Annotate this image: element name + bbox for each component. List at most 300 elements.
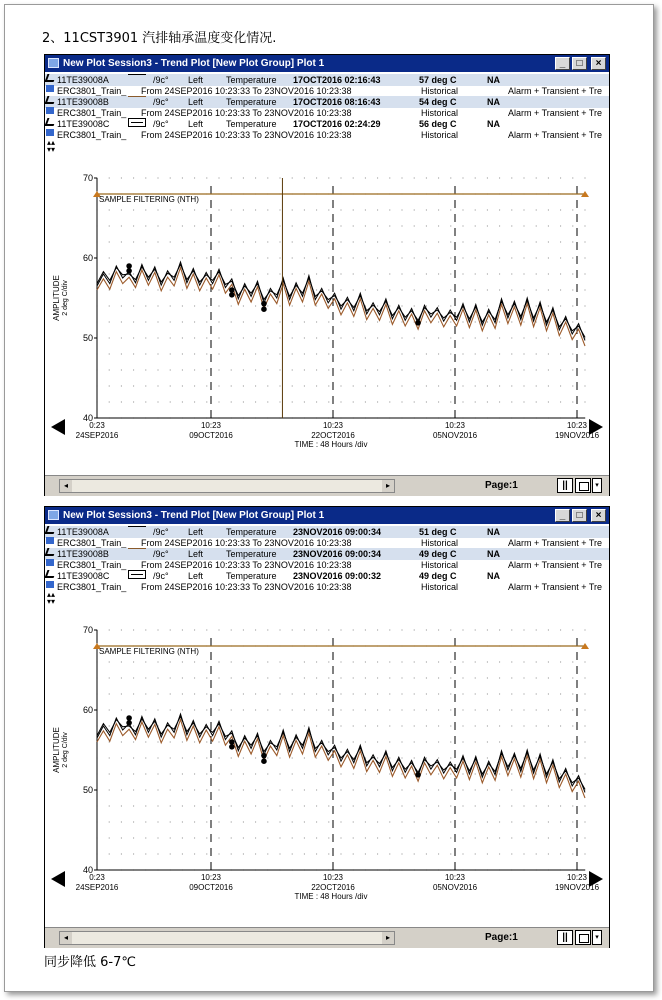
grid-dot — [206, 289, 207, 290]
grid-dot — [182, 401, 183, 402]
grid-dot — [523, 225, 524, 226]
grid-dot — [206, 353, 207, 354]
close-button[interactable]: × — [591, 57, 606, 70]
grid-dot — [584, 385, 585, 386]
y-axis-scale-label: 2 deg C/div — [62, 280, 69, 316]
grid-dot — [536, 209, 537, 210]
grid-dot — [304, 305, 305, 306]
grid-dot — [560, 369, 561, 370]
series-line-11TE39008C — [97, 264, 585, 337]
grid-dot — [365, 273, 366, 274]
grid-dot — [304, 337, 305, 338]
grid-dot — [365, 837, 366, 838]
grid-dot — [572, 369, 573, 370]
grid-dot — [584, 305, 585, 306]
grid-dot — [145, 369, 146, 370]
grid-dot — [194, 385, 195, 386]
grid-dot — [389, 853, 390, 854]
grid-dot — [438, 305, 439, 306]
grid-dot — [157, 789, 158, 790]
pen-value: 54 deg C — [419, 97, 457, 107]
legend-scroll-arrows[interactable]: ▴▴ ▾▾ — [47, 590, 56, 606]
grid-dot — [377, 789, 378, 790]
grid-dot — [438, 757, 439, 758]
pen-quality: NA — [487, 571, 500, 581]
grid-dot — [340, 385, 341, 386]
grid-dot — [487, 353, 488, 354]
trend-pen-icon — [45, 74, 57, 82]
grid-dot — [255, 821, 256, 822]
grid-dot — [365, 677, 366, 678]
grid-dot — [426, 629, 427, 630]
grid-dot — [316, 741, 317, 742]
grid-dot — [133, 773, 134, 774]
scrollbar-left-button[interactable]: ◂ — [60, 480, 72, 492]
grid-dot — [401, 225, 402, 226]
grid-dot — [450, 305, 451, 306]
grid-dot — [292, 709, 293, 710]
grid-dot — [389, 401, 390, 402]
grid-dot — [438, 225, 439, 226]
scroll-left-arrow[interactable] — [51, 419, 65, 435]
source-type: Historical — [421, 108, 459, 118]
grid-dot — [475, 677, 476, 678]
grid-dot — [475, 725, 476, 726]
grid-dot — [377, 385, 378, 386]
grid-dot — [328, 709, 329, 710]
grid-dot — [572, 757, 573, 758]
grid-dot — [206, 757, 207, 758]
grid-dot — [218, 241, 219, 242]
grid-dot — [414, 693, 415, 694]
sample-filtering-label: SAMPLE FILTERING (NTH) — [99, 647, 199, 656]
grid-dot — [450, 385, 451, 386]
grid-dot — [414, 353, 415, 354]
grid-dot — [231, 241, 232, 242]
grid-dot — [182, 709, 183, 710]
grid-dot — [572, 241, 573, 242]
grid-dot — [560, 241, 561, 242]
grid-dot — [121, 693, 122, 694]
maximize-button[interactable]: □ — [572, 57, 587, 70]
grid-dot — [401, 257, 402, 258]
grid-dot — [389, 661, 390, 662]
grid-dot — [414, 757, 415, 758]
grid-dot — [584, 273, 585, 274]
pen-axis-side: Left — [188, 75, 204, 85]
x-tick-time: 10:23 — [322, 873, 344, 882]
grid-dot — [511, 773, 512, 774]
grid-dot — [243, 353, 244, 354]
grid-dot — [133, 257, 134, 258]
grid-dot — [536, 629, 537, 630]
grid-dot — [511, 225, 512, 226]
grid-dot — [157, 177, 158, 178]
grid-dot — [536, 369, 537, 370]
grid-dot — [121, 369, 122, 370]
grid-dot — [218, 337, 219, 338]
source-type: Historical — [421, 86, 459, 96]
grid-dot — [499, 353, 500, 354]
source-range: From 24SEP2016 10:23:33 To 23NOV2016 10:23:38 — [141, 130, 352, 140]
scroll-left-arrow[interactable] — [51, 871, 65, 887]
grid-dot — [340, 321, 341, 322]
grid-dot — [365, 289, 366, 290]
grid-dot — [170, 177, 171, 178]
grid-dot — [548, 241, 549, 242]
grid-dot — [426, 853, 427, 854]
source-tag: ERC3801_Train_ — [57, 582, 127, 592]
grid-dot — [536, 677, 537, 678]
grid-dot — [523, 629, 524, 630]
pause-button[interactable]: || — [557, 930, 573, 945]
grid-dot — [243, 177, 244, 178]
grid-dot — [560, 289, 561, 290]
legend-scroll-arrows[interactable]: ▴▴ ▾▾ — [47, 138, 56, 154]
grid-dot — [401, 661, 402, 662]
grid-dot — [499, 805, 500, 806]
grid-dot — [389, 321, 390, 322]
grid-dot — [377, 677, 378, 678]
grid-dot — [523, 821, 524, 822]
grid-dot — [365, 401, 366, 402]
trend-pen-icon — [45, 548, 57, 556]
trend-legend — [45, 525, 609, 592]
grid-dot — [353, 789, 354, 790]
grid-dot — [292, 805, 293, 806]
grid-dot — [487, 225, 488, 226]
grid-dot — [170, 401, 171, 402]
grid-dot — [438, 209, 439, 210]
grid-dot — [475, 337, 476, 338]
pause-button[interactable]: || — [557, 478, 573, 493]
grid-dot — [438, 353, 439, 354]
grid-dot — [279, 805, 280, 806]
grid-dot — [536, 709, 537, 710]
scrollbar-right-button[interactable]: ▸ — [382, 932, 394, 944]
grid-dot — [584, 321, 585, 322]
grid-dot — [340, 725, 341, 726]
grid-dot — [389, 805, 390, 806]
grid-dot — [377, 241, 378, 242]
layout-dropdown[interactable]: ▾ — [592, 478, 602, 493]
grid-dot — [353, 725, 354, 726]
grid-dot — [414, 677, 415, 678]
x-tick-date: 22OCT2016 — [311, 431, 355, 440]
grid-dot — [194, 757, 195, 758]
grid-dot — [182, 805, 183, 806]
event-marker — [415, 772, 421, 778]
grid-dot — [170, 661, 171, 662]
grid-dot — [511, 289, 512, 290]
grid-dot — [218, 709, 219, 710]
grid-dot — [389, 837, 390, 838]
grid-dot — [121, 401, 122, 402]
grid-dot — [328, 369, 329, 370]
grid-dot — [157, 805, 158, 806]
grid-dot — [572, 661, 573, 662]
grid-dot — [462, 209, 463, 210]
grid-dot — [121, 353, 122, 354]
grid-dot — [255, 773, 256, 774]
layout-button[interactable] — [575, 930, 591, 945]
grid-dot — [328, 693, 329, 694]
grid-dot — [145, 773, 146, 774]
grid-dot — [194, 177, 195, 178]
grid-dot — [450, 321, 451, 322]
grid-dot — [243, 385, 244, 386]
grid-dot — [401, 241, 402, 242]
grid-dot — [584, 709, 585, 710]
source-range: From 24SEP2016 10:23:33 To 23NOV2016 10:23:38 — [141, 86, 352, 96]
grid-dot — [145, 257, 146, 258]
grid-dot — [304, 369, 305, 370]
grid-dot — [145, 757, 146, 758]
grid-dot — [548, 837, 549, 838]
grid-dot — [145, 289, 146, 290]
grid-dot — [218, 289, 219, 290]
grid-dot — [133, 741, 134, 742]
grid-dot — [133, 725, 134, 726]
grid-dot — [377, 741, 378, 742]
grid-dot — [426, 837, 427, 838]
window-title: New Plot Session3 - Trend Plot [New Plot Group] Plot 1 — [63, 510, 325, 521]
grid-dot — [218, 177, 219, 178]
grid-dot — [475, 805, 476, 806]
minimize-button[interactable]: _ — [555, 57, 570, 70]
horizontal-scrollbar[interactable] — [59, 479, 395, 493]
grid-dot — [475, 629, 476, 630]
grid-dot — [170, 773, 171, 774]
grid-dot — [267, 661, 268, 662]
grid-dot — [243, 273, 244, 274]
grid-dot — [328, 289, 329, 290]
grid-dot — [243, 725, 244, 726]
grid-dot — [377, 369, 378, 370]
grid-dot — [267, 821, 268, 822]
trend-pen-icon — [45, 96, 57, 104]
y-axis-label: AMPLITUDE — [52, 275, 61, 321]
pen-axis-side: Left — [188, 527, 204, 537]
grid-dot — [182, 757, 183, 758]
grid-dot — [548, 353, 549, 354]
grid-dot — [401, 821, 402, 822]
grid-dot — [304, 385, 305, 386]
grid-dot — [536, 757, 537, 758]
grid-dot — [353, 353, 354, 354]
grid-dot — [255, 209, 256, 210]
grid-dot — [328, 257, 329, 258]
grid-dot — [316, 805, 317, 806]
grid-dot — [365, 789, 366, 790]
grid-dot — [182, 177, 183, 178]
grid-dot — [475, 821, 476, 822]
grid-dot — [401, 305, 402, 306]
grid-dot — [218, 661, 219, 662]
grid-dot — [255, 661, 256, 662]
grid-dot — [218, 629, 219, 630]
x-tick-date: 19NOV2016 — [554, 883, 600, 892]
grid-dot — [548, 709, 549, 710]
grid-dot — [231, 337, 232, 338]
scrollbar-left-button[interactable]: ◂ — [60, 932, 72, 944]
grid-dot — [572, 853, 573, 854]
app-icon — [48, 510, 59, 520]
grid-dot — [340, 369, 341, 370]
y-tick-label: 40 — [82, 413, 93, 423]
grid-dot — [450, 693, 451, 694]
grid-dot — [523, 789, 524, 790]
grid-dot — [426, 757, 427, 758]
grid-dot — [426, 725, 427, 726]
grid-dot — [426, 305, 427, 306]
grid-dot — [279, 677, 280, 678]
grid-dot — [450, 177, 451, 178]
grid-dot — [279, 853, 280, 854]
grid-dot — [133, 805, 134, 806]
scrollbar-right-button[interactable]: ▸ — [382, 480, 394, 492]
grid-dot — [267, 709, 268, 710]
grid-dot — [523, 677, 524, 678]
pen-quality: NA — [487, 527, 500, 537]
grid-dot — [182, 337, 183, 338]
grid-dot — [475, 661, 476, 662]
grid-dot — [487, 241, 488, 242]
grid-dot — [487, 789, 488, 790]
grid-dot — [218, 209, 219, 210]
grid-dot — [401, 629, 402, 630]
grid-dot — [206, 677, 207, 678]
grid-dot — [206, 709, 207, 710]
grid-dot — [133, 225, 134, 226]
grid-dot — [255, 853, 256, 854]
grid-dot — [584, 725, 585, 726]
close-button[interactable]: × — [591, 509, 606, 522]
pen-tag: 11TE39008B — [57, 549, 109, 559]
grid-dot — [182, 225, 183, 226]
grid-dot — [194, 677, 195, 678]
grid-dot — [401, 321, 402, 322]
grid-dot — [121, 257, 122, 258]
grid-dot — [377, 289, 378, 290]
maximize-button[interactable]: □ — [572, 509, 587, 522]
grid-dot — [414, 821, 415, 822]
pen-value: 49 deg C — [419, 549, 457, 559]
grid-dot — [279, 337, 280, 338]
grid-dot — [511, 821, 512, 822]
grid-dot — [426, 693, 427, 694]
grid-dot — [353, 693, 354, 694]
source-tag: ERC3801_Train_ — [57, 560, 127, 570]
grid-dot — [499, 209, 500, 210]
grid-dot — [279, 177, 280, 178]
layout-button[interactable] — [575, 478, 591, 493]
grid-dot — [170, 789, 171, 790]
source-range: From 24SEP2016 10:23:33 To 23NOV2016 10:23:38 — [141, 108, 352, 118]
legend-row-source[interactable] — [45, 129, 609, 141]
grid-dot — [462, 385, 463, 386]
grid-dot — [584, 225, 585, 226]
grid-dot — [475, 369, 476, 370]
grid-dot — [304, 837, 305, 838]
grid-dot — [157, 773, 158, 774]
grid-dot — [523, 709, 524, 710]
x-tick-date: 09OCT2016 — [189, 431, 233, 440]
grid-dot — [414, 661, 415, 662]
grid-dot — [377, 837, 378, 838]
grid-dot — [109, 273, 110, 274]
grid-dot — [267, 289, 268, 290]
grid-dot — [304, 709, 305, 710]
grid-dot — [523, 337, 524, 338]
grid-dot — [560, 677, 561, 678]
grid-dot — [182, 837, 183, 838]
layout-dropdown[interactable]: ▾ — [592, 930, 602, 945]
grid-dot — [182, 209, 183, 210]
grid-dot — [340, 693, 341, 694]
minimize-button[interactable]: _ — [555, 509, 570, 522]
x-tick-time: 10:23 — [444, 421, 466, 430]
pen-label: Temperature — [226, 527, 277, 537]
grid-dot — [292, 209, 293, 210]
grid-dot — [487, 853, 488, 854]
grid-dot — [353, 385, 354, 386]
grid-dot — [475, 385, 476, 386]
grid-dot — [157, 401, 158, 402]
grid-dot — [316, 241, 317, 242]
x-tick-time: 10:23 — [566, 421, 588, 430]
grid-dot — [572, 177, 573, 178]
grid-dot — [231, 725, 232, 726]
grid-dot — [267, 257, 268, 258]
grid-dot — [487, 693, 488, 694]
grid-dot — [365, 693, 366, 694]
grid-dot — [450, 725, 451, 726]
sample-filtering-label: SAMPLE FILTERING (NTH) — [99, 195, 199, 204]
grid-dot — [401, 337, 402, 338]
horizontal-scrollbar[interactable] — [59, 931, 395, 945]
grid-dot — [157, 821, 158, 822]
grid-dot — [328, 321, 329, 322]
grid-dot — [316, 789, 317, 790]
trend-plot-area[interactable] — [45, 145, 609, 475]
grid-dot — [279, 369, 280, 370]
source-tag: ERC3801_Train_ — [57, 538, 127, 548]
grid-dot — [438, 853, 439, 854]
grid-dot — [511, 209, 512, 210]
grid-dot — [584, 257, 585, 258]
grid-dot — [401, 789, 402, 790]
grid-dot — [511, 853, 512, 854]
trend-plot-area[interactable] — [45, 597, 609, 927]
grid-dot — [414, 337, 415, 338]
grid-dot — [121, 709, 122, 710]
grid-dot — [170, 757, 171, 758]
grid-dot — [560, 837, 561, 838]
grid-dot — [560, 209, 561, 210]
grid-dot — [243, 337, 244, 338]
grid-dot — [389, 353, 390, 354]
grid-dot — [462, 369, 463, 370]
grid-dot — [487, 661, 488, 662]
grid-dot — [279, 629, 280, 630]
grid-dot — [340, 805, 341, 806]
grid-dot — [243, 629, 244, 630]
pen-label: Temperature — [226, 75, 277, 85]
grid-dot — [243, 225, 244, 226]
legend-row-source[interactable] — [45, 581, 609, 593]
grid-dot — [316, 337, 317, 338]
